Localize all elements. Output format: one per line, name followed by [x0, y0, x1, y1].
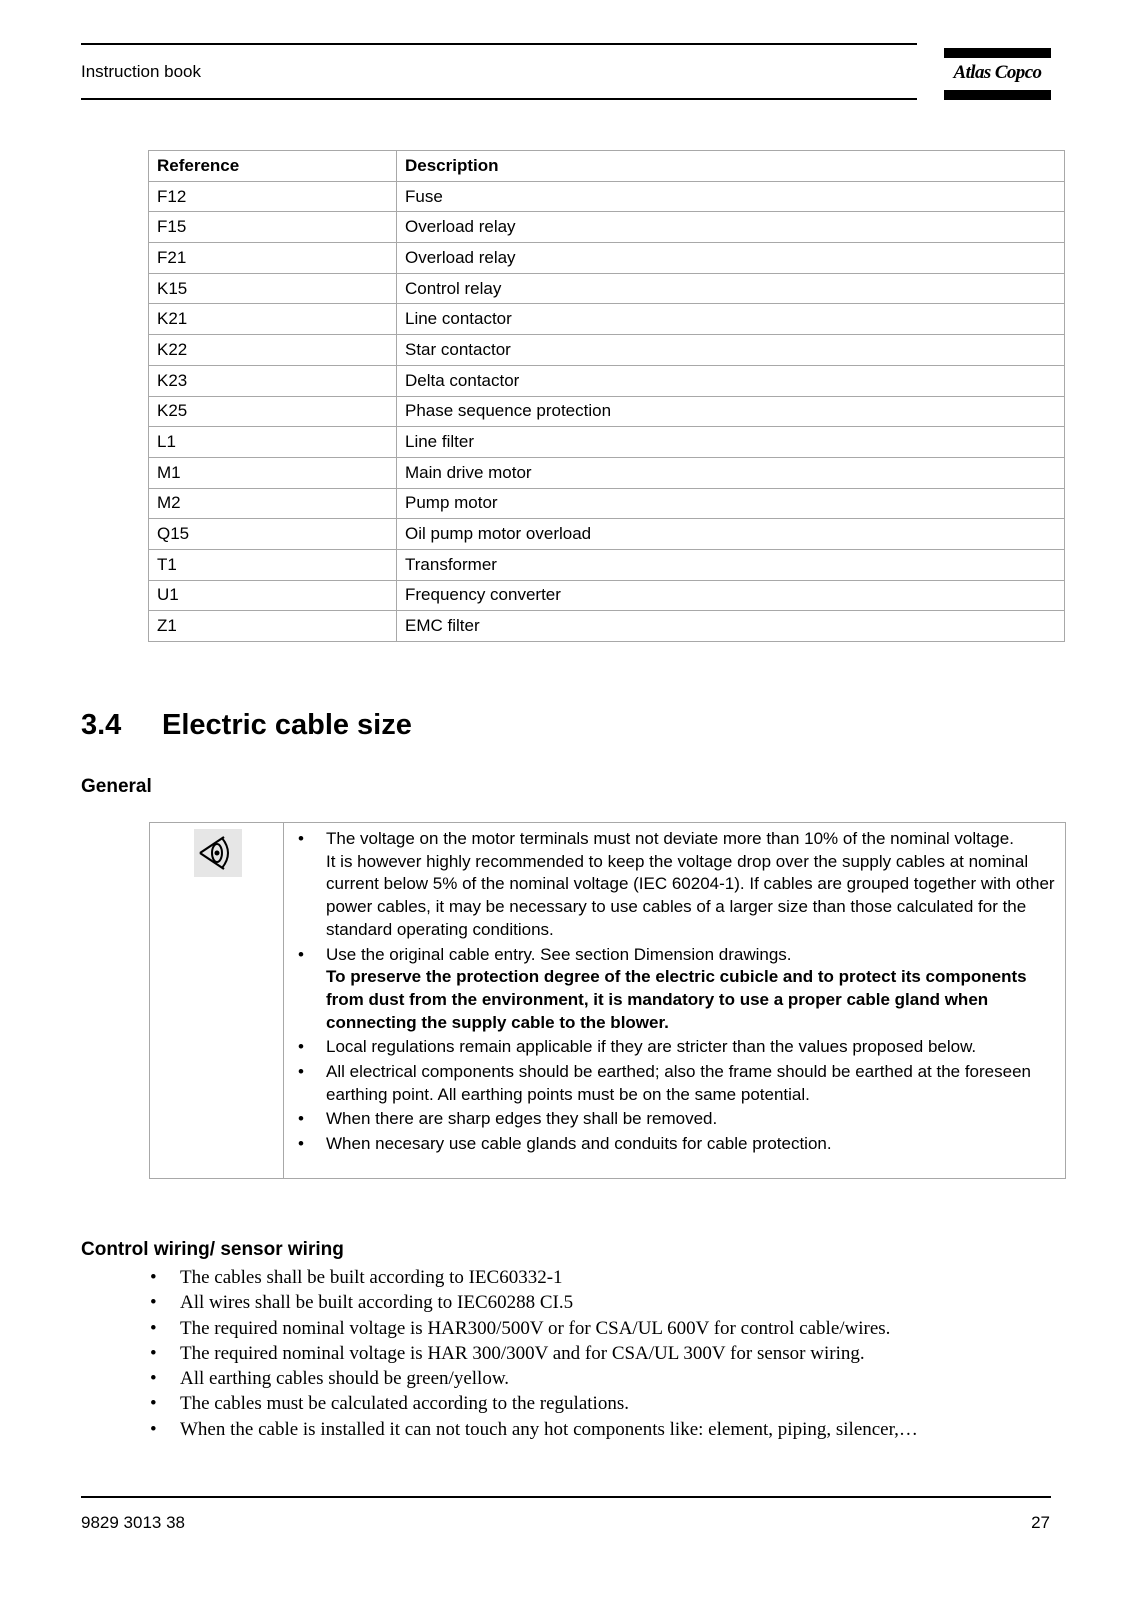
- description-cell: EMC filter: [397, 611, 1065, 642]
- reference-cell: K15: [149, 273, 397, 304]
- table-row: [149, 427, 1065, 458]
- header-bottom-rule: [81, 98, 917, 100]
- reference-cell: U1: [149, 580, 397, 611]
- reference-cell: F15: [149, 212, 397, 243]
- general-heading: General: [81, 776, 152, 797]
- atlas-copco-logo: [944, 48, 1051, 100]
- description-cell: Delta contactor: [397, 365, 1065, 396]
- description-cell: Overload relay: [397, 243, 1065, 274]
- description-cell: Fuse: [397, 181, 1065, 212]
- section-title: Electric cable size: [162, 709, 412, 741]
- eye-warning-icon: [194, 829, 242, 877]
- description-cell: Oil pump motor overload: [397, 519, 1065, 550]
- description-cell: Line filter: [397, 427, 1065, 458]
- table-row: [149, 457, 1065, 488]
- list-item: • All wires shall be built according to IEC60288 CI.5: [180, 1290, 918, 1315]
- description-cell: Star contactor: [397, 335, 1065, 366]
- reference-cell: K25: [149, 396, 397, 427]
- reference-cell: M2: [149, 488, 397, 519]
- reference-cell: Z1: [149, 611, 397, 642]
- list-item: • When necesary use cable glands and conduits for cable protection.: [326, 1133, 1066, 1156]
- description-cell: Pump motor: [397, 488, 1065, 519]
- column-header-reference: Reference: [149, 151, 397, 182]
- table-row: [149, 304, 1065, 335]
- description-cell: Control relay: [397, 273, 1065, 304]
- reference-cell: L1: [149, 427, 397, 458]
- control-wiring-list: [180, 1265, 918, 1442]
- reference-cell: K23: [149, 365, 397, 396]
- table-row: [149, 181, 1065, 212]
- list-item: • Use the original cable entry. See section Dimension drawings. To preserve the protection degree of the electric cubicle and to protect its components from dust from the environment, it is mandatory to use a proper cable gland when connecting the supply cable to the blower.: [326, 944, 1066, 1035]
- table-row: [149, 549, 1065, 580]
- general-notice-list: [326, 828, 1066, 1158]
- section-number: 3.4: [81, 709, 122, 741]
- table-row: [149, 519, 1065, 550]
- reference-cell: K21: [149, 304, 397, 335]
- column-header-description: Description: [397, 151, 1065, 182]
- list-item: • The cables must be calculated according to the regulations.: [180, 1391, 918, 1416]
- description-cell: Line contactor: [397, 304, 1065, 335]
- table-row: [149, 580, 1065, 611]
- description-cell: Main drive motor: [397, 457, 1065, 488]
- section-heading: [81, 709, 412, 742]
- list-item: • The voltage on the motor terminals must not deviate more than 10% of the nominal voltage. It is however highly recommended to keep the voltage drop over the supply cables at nominal current below 5% of the nominal voltage (IEC 60204-1). If cables are grouped together with other power cables, it may be necessary to use cables of a larger size than those calculated for the standard operating conditions.: [326, 828, 1066, 942]
- reference-table: [148, 150, 1065, 642]
- list-item: • The cables shall be built according to IEC60332-1: [180, 1265, 918, 1290]
- table-row: [149, 273, 1065, 304]
- table-row: [149, 396, 1065, 427]
- reference-cell: F12: [149, 181, 397, 212]
- description-cell: Phase sequence protection: [397, 396, 1065, 427]
- list-item: • All earthing cables should be green/yellow.: [180, 1366, 918, 1391]
- notice-icon-cell: [150, 823, 284, 1178]
- list-item: • The required nominal voltage is HAR 300/300V and for CSA/UL 300V for sensor wiring.: [180, 1341, 918, 1366]
- header-title: Instruction book: [81, 62, 202, 81]
- logo-text: Atlas Copco: [953, 62, 1042, 83]
- reference-cell: T1: [149, 549, 397, 580]
- document-number: 9829 3013 38: [81, 1513, 185, 1532]
- description-cell: Transformer: [397, 549, 1065, 580]
- list-item: • Local regulations remain applicable if they are stricter than the values proposed below.: [326, 1036, 1066, 1059]
- table-row: [149, 488, 1065, 519]
- reference-cell: M1: [149, 457, 397, 488]
- header-top-rule: [81, 43, 917, 45]
- reference-cell: F21: [149, 243, 397, 274]
- list-item: • When the cable is installed it can not touch any hot components like: element, piping, silencer,…: [180, 1417, 918, 1442]
- table-row: [149, 611, 1065, 642]
- reference-cell: K22: [149, 335, 397, 366]
- list-item: • The required nominal voltage is HAR300/500V or for CSA/UL 600V for control cable/wires.: [180, 1316, 918, 1341]
- reference-cell: Q15: [149, 519, 397, 550]
- list-item: • All electrical components should be earthed; also the frame should be earthed at the foreseen earthing point. All earthing points must be on the same potential.: [326, 1061, 1066, 1106]
- list-item: • When there are sharp edges they shall be removed.: [326, 1108, 1066, 1131]
- table-row: [149, 335, 1065, 366]
- control-wiring-heading: Control wiring/ sensor wiring: [81, 1239, 344, 1260]
- table-row: [149, 365, 1065, 396]
- page-number: 27: [1031, 1513, 1050, 1532]
- table-header-row: [149, 151, 1065, 182]
- table-row: [149, 243, 1065, 274]
- description-cell: Frequency converter: [397, 580, 1065, 611]
- general-notice-box: [149, 822, 1066, 1179]
- description-cell: Overload relay: [397, 212, 1065, 243]
- footer-rule: [81, 1496, 1051, 1498]
- table-row: [149, 212, 1065, 243]
